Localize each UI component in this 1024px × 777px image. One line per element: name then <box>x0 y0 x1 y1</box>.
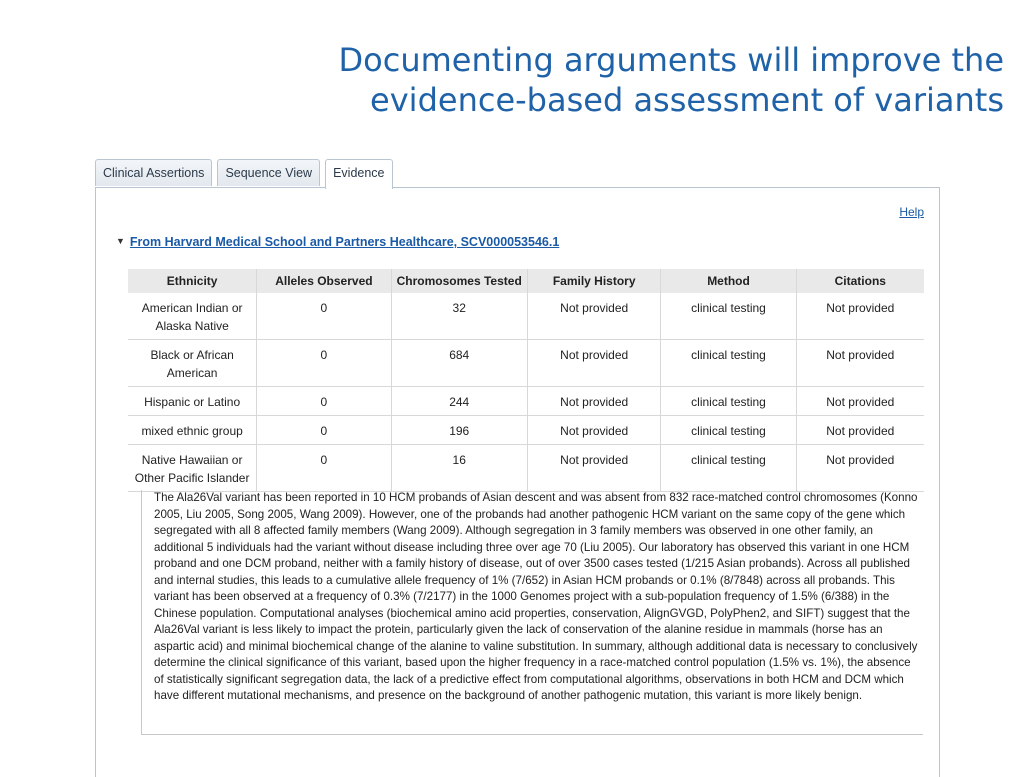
cell-method: clinical testing <box>661 416 796 445</box>
cell-method: clinical testing <box>661 387 796 416</box>
table-row <box>128 340 924 387</box>
tab-evidence[interactable]: Evidence <box>325 159 392 189</box>
column-header-citations: Citations <box>796 269 924 293</box>
cell-method: clinical testing <box>661 445 796 492</box>
evidence-panel <box>95 187 940 777</box>
slide-title <box>339 40 1005 120</box>
submission-header <box>116 235 559 249</box>
cell-family-history: Not provided <box>527 445 661 492</box>
help-link[interactable]: Help <box>899 205 924 219</box>
cell-ethnicity: Black or African American <box>128 340 257 387</box>
evidence-description <box>141 490 923 735</box>
cell-citations: Not provided <box>796 387 924 416</box>
cell-chromosomes-tested: 244 <box>391 387 527 416</box>
cell-method: clinical testing <box>661 293 796 340</box>
cell-chromosomes-tested: 684 <box>391 340 527 387</box>
cell-family-history: Not provided <box>527 340 661 387</box>
table-row <box>128 387 924 416</box>
tab-clinical-assertions[interactable]: Clinical Assertions <box>95 159 212 186</box>
cell-method: clinical testing <box>661 340 796 387</box>
cell-alleles-observed: 0 <box>257 340 391 387</box>
table-row <box>128 445 924 492</box>
cell-family-history: Not provided <box>527 387 661 416</box>
tab-sequence-view[interactable]: Sequence View <box>217 159 320 186</box>
column-header-ethnicity: Ethnicity <box>128 269 257 293</box>
cell-chromosomes-tested: 196 <box>391 416 527 445</box>
description-text: The Ala26Val variant has been reported in 10 HCM probands of Asian descent and was absent from 832 race-matched control chromosomes (Konno 2005, Liu 2005, Song 2005, Wang 2009). However, one of the probands had another pathogenic HCM variant on the same copy of the gene which segregated with all 8 affected family members (Wang 2009). Although segregation in 3 family members was observed in one other family, an additional 5 individuals had the variant without disease including three over age 70 (Liu 2005). Our laboratory has observed this variant in one HCM proband and one DCM proband, neither with a family history of disease, out of over 3500 cases tested (1/215 Asian probands). Across all published and internal studies, this leads to a cumulative allele frequency of 1% (7/652) in Asian HCM probands or 0.1% (8/7848) across all probands. This variant has been observed at a frequency of 0.3% (7/2177) in the 1000 Genomes project with a sub-population frequency of 1.5% (6/388) in the Chinese population. Computational analyses (biochemical amino acid properties, conservation, AlignGVGD, PolyPhen2, and SIFT) suggest that the Ala26Val variant is less likely to impact the protein, particularly given the lack of conservation of the alanine residue in mammals (horse has an aspartic acid) and minimal biochemical change of the alanine to valine substitution. In summary, although additional data is necessary to conclusively determine the clinical significance of this variant, based upon the higher frequency in a race-matched control population (1.5% vs. 1%), the absence of statistically significant segregation data, the lack of a predictive effect from computational algorithms, observations in both HCM and DCM which have different mutational mechanisms, and presence on the background of another pathogenic mutation, this variant is more likely benign. <box>154 491 918 702</box>
cell-alleles-observed: 0 <box>257 387 391 416</box>
cell-citations: Not provided <box>796 340 924 387</box>
slide-title-line-2: evidence-based assessment of variants <box>370 81 1004 119</box>
evidence-table <box>128 269 924 492</box>
cell-ethnicity: mixed ethnic group <box>128 416 257 445</box>
table-header-row <box>128 269 924 293</box>
cell-ethnicity: American Indian or Alaska Native <box>128 293 257 340</box>
cell-family-history: Not provided <box>527 416 661 445</box>
cell-citations: Not provided <box>796 445 924 492</box>
cell-ethnicity: Hispanic or Latino <box>128 387 257 416</box>
slide-title-line-1: Documenting arguments will improve the <box>338 41 1004 79</box>
cell-family-history: Not provided <box>527 293 661 340</box>
column-header-chromosomes-tested: Chromosomes Tested <box>391 269 527 293</box>
cell-alleles-observed: 0 <box>257 445 391 492</box>
collapse-triangle-icon[interactable]: ▼ <box>116 236 125 246</box>
cell-citations: Not provided <box>796 416 924 445</box>
submission-link[interactable]: From Harvard Medical School and Partners Healthcare, SCV000053546.1 <box>129 235 560 249</box>
table-row <box>128 416 924 445</box>
tab-bar <box>95 159 398 187</box>
cell-alleles-observed: 0 <box>257 416 391 445</box>
column-header-method: Method <box>661 269 796 293</box>
table-row <box>128 293 924 340</box>
cell-ethnicity: Native Hawaiian or Other Pacific Islander <box>128 445 257 492</box>
cell-chromosomes-tested: 32 <box>391 293 527 340</box>
column-header-alleles-observed: Alleles Observed <box>257 269 391 293</box>
column-header-family-history: Family History <box>527 269 661 293</box>
cell-chromosomes-tested: 16 <box>391 445 527 492</box>
cell-citations: Not provided <box>796 293 924 340</box>
cell-alleles-observed: 0 <box>257 293 391 340</box>
